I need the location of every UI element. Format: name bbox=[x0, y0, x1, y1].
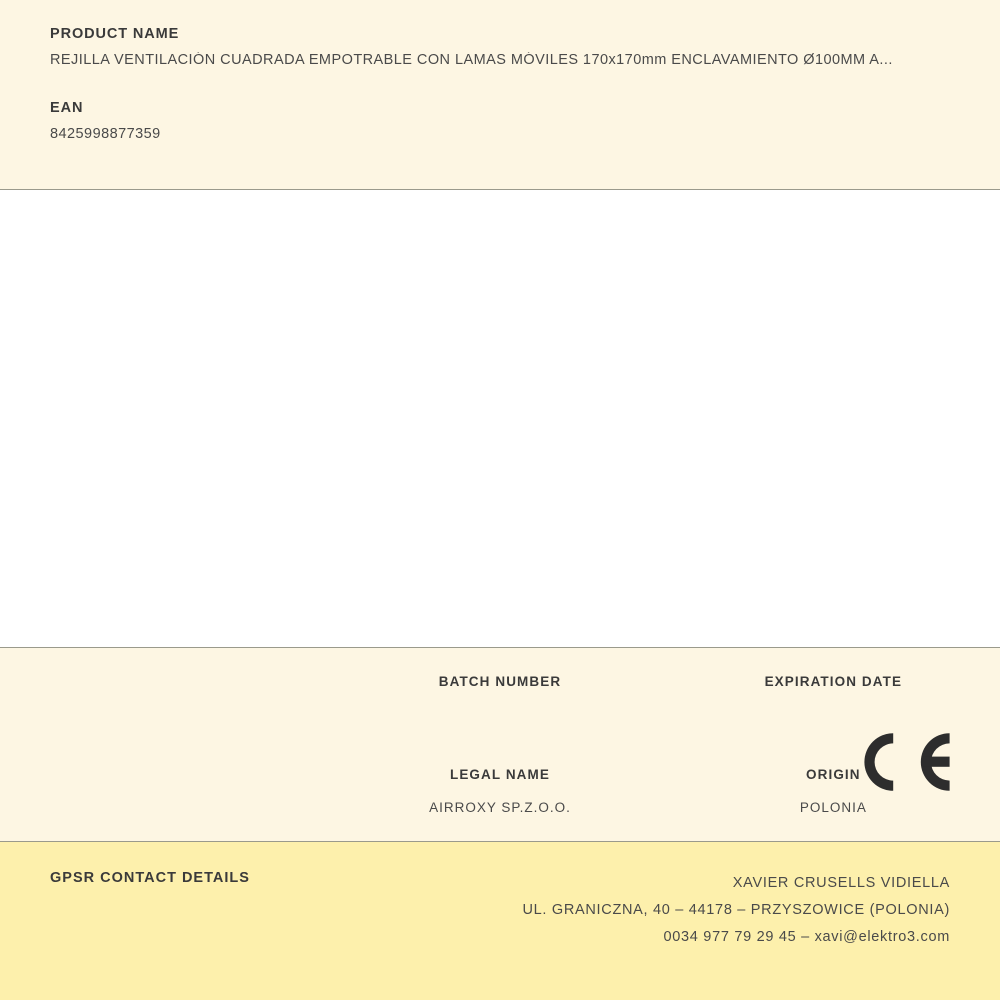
gpsr-contact-address: UL. GRANICZNA, 40 – 44178 – PRZYSZOWICE (POLONIA) bbox=[522, 902, 950, 918]
product-name-label: PRODUCT NAME bbox=[50, 26, 180, 42]
origin-value: POLONIA bbox=[799, 800, 867, 815]
gpsr-contact-phone-email: 0034 977 79 29 45 – xavi@elektro3.com bbox=[663, 929, 950, 945]
product-name-value: REJILLA VENTILACIÓN CUADRADA EMPOTRABLE CON LAMAS MÓVILES 170x170mm ENCLAVAMIENTO Ø100MM A... bbox=[50, 52, 893, 68]
details-cell-empty-left bbox=[0, 674, 333, 723]
details-cell-batch-number bbox=[333, 674, 666, 723]
batch-number-label: BATCH NUMBER bbox=[438, 674, 562, 689]
batch-number-value bbox=[343, 707, 656, 723]
details-row-batch bbox=[0, 674, 1000, 723]
details-cell-legal-name bbox=[333, 767, 666, 816]
gpsr-contact-block bbox=[522, 870, 950, 951]
gpsr-footer bbox=[0, 842, 1000, 1000]
details-row-legal bbox=[0, 767, 1000, 816]
ce-mark-icon bbox=[856, 726, 952, 798]
details-cell-empty-left-2 bbox=[0, 767, 333, 816]
product-info-section bbox=[0, 0, 1000, 190]
legal-name-label: LEGAL NAME bbox=[449, 767, 550, 782]
origin-label: ORIGIN bbox=[806, 767, 861, 782]
product-details-section bbox=[0, 647, 1000, 842]
legal-name-value: AIRROXY SP.Z.O.O. bbox=[429, 800, 571, 815]
expiration-date-value bbox=[677, 707, 990, 723]
spacer bbox=[50, 68, 950, 100]
details-cell-expiration-date bbox=[667, 674, 1000, 723]
ean-value: 8425998877359 bbox=[50, 126, 161, 142]
expiration-date-label: EXPIRATION DATE bbox=[764, 674, 903, 689]
gpsr-contact-name: XAVIER CRUSELLS VIDIELLA bbox=[732, 875, 950, 891]
gpsr-contact-label: GPSR CONTACT DETAILS bbox=[50, 870, 250, 886]
spacer bbox=[0, 723, 1000, 767]
product-image-area bbox=[0, 190, 1000, 647]
ean-label: EAN bbox=[50, 100, 84, 116]
